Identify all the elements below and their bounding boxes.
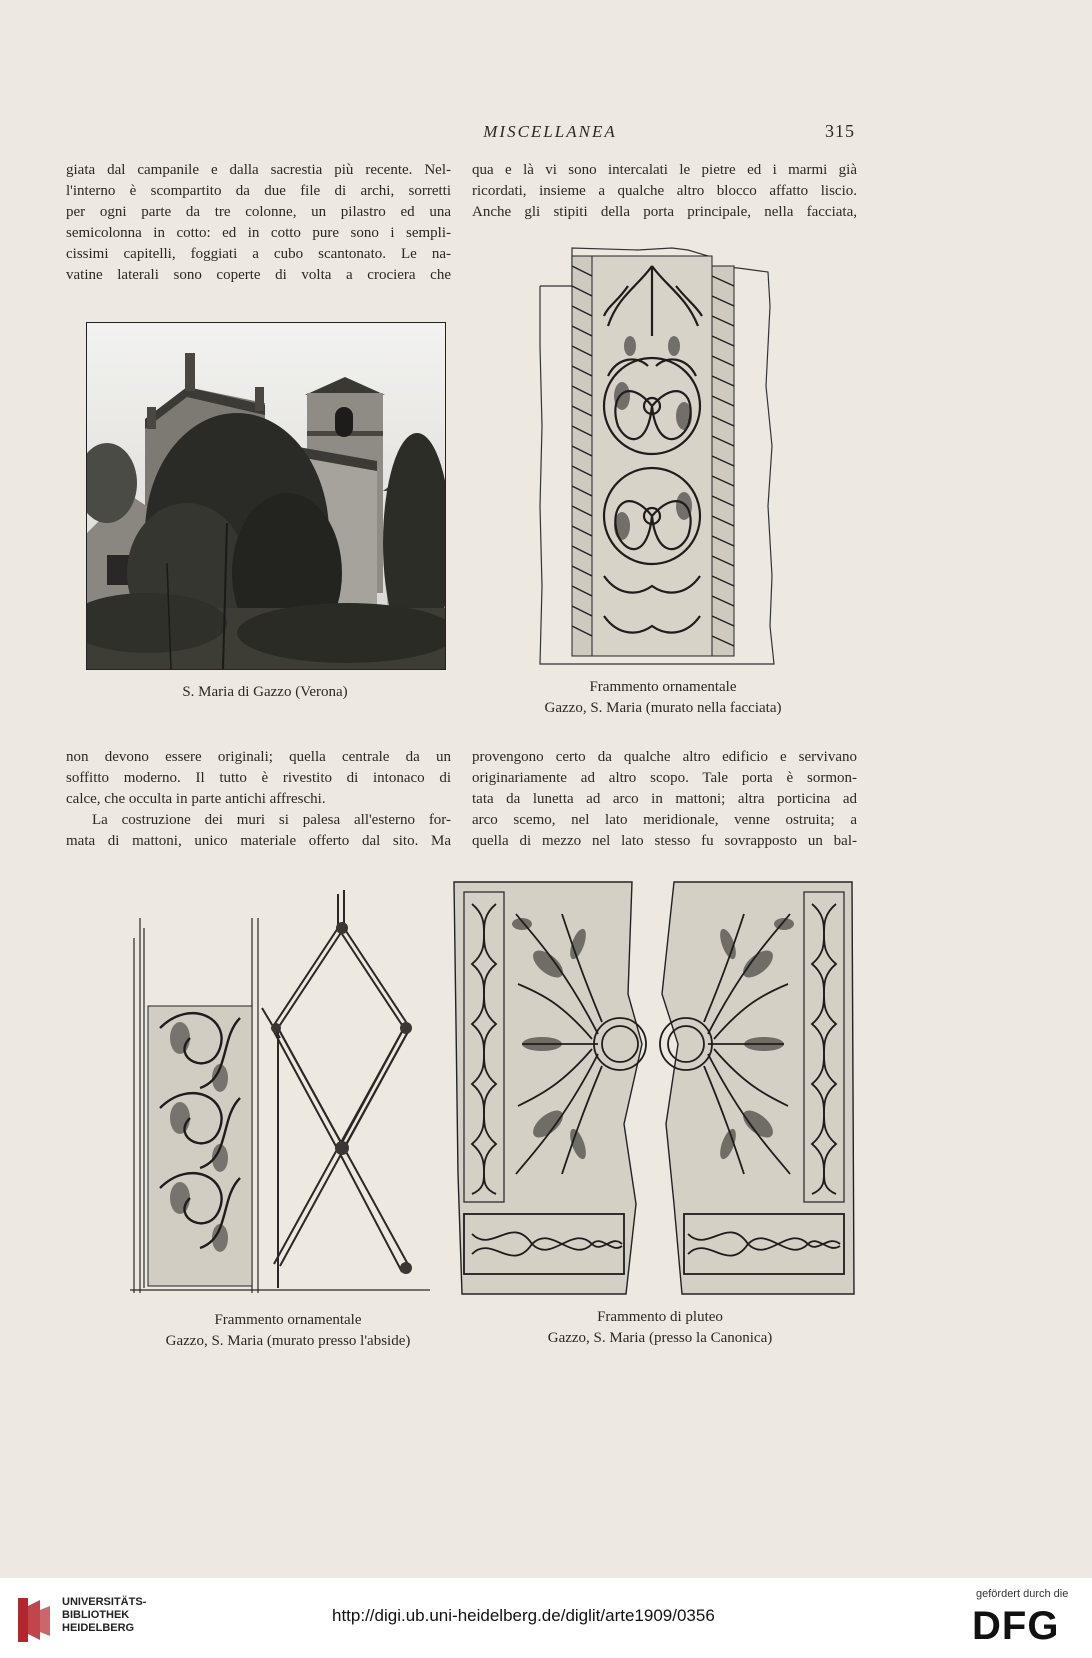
text-column-mid-right	[472, 747, 857, 852]
photo-caption: S. Maria di Gazzo (Verona)	[182, 684, 348, 700]
text-line: per ogni parte da tre colonne, un pilastro ed una	[66, 204, 451, 220]
text-line: vatine laterali sono coperte di volta a crociera che	[66, 267, 451, 283]
text-line: qua e là vi sono intercalati le pietre ed i marmi già	[472, 162, 857, 178]
text-line: giata dal campanile e dalla sacrestia più recente. Nel-	[66, 162, 451, 178]
caption-line: Gazzo, S. Maria (murato presso l'abside)	[165, 1333, 411, 1349]
text-column-mid-left	[66, 747, 451, 852]
fragment-drawing-facade	[538, 246, 788, 666]
text-line: La costruzione dei muri si palesa all'esterno for-	[92, 812, 451, 828]
text-line: l'interno è scompartito da due file di archi, sorretti	[66, 183, 451, 199]
university-library-logo-icon	[14, 1596, 54, 1649]
footer-bar	[0, 1578, 1092, 1658]
library-name-line: UNIVERSITÄTS-	[62, 1596, 147, 1608]
text-line: originariamente ad altro scopo. Tale porta è sormon-	[472, 770, 857, 786]
caption-line: Frammento ornamentale	[214, 1312, 362, 1328]
library-name-line: HEIDELBERG	[62, 1622, 135, 1634]
running-head-title: MISCELLANEA	[483, 122, 617, 141]
caption-line: Gazzo, S. Maria (murato nella facciata)	[544, 700, 782, 716]
fragment1-caption	[500, 677, 826, 719]
library-name-line: BIBLIOTHEK	[62, 1609, 130, 1621]
caption-line: Frammento ornamentale	[589, 679, 737, 695]
church-photo	[86, 322, 446, 670]
text-column-top-right	[472, 160, 857, 223]
funder-label: gefördert durch die	[976, 1588, 1069, 1600]
permalink-url[interactable]: http://digi.ub.uni-heidelberg.de/diglit/arte1909/0356	[332, 1606, 715, 1625]
text-line: soffitto moderno. Il tutto è rivestito di intonaco di	[66, 770, 451, 786]
text-line: calce, che occulta in parte antichi affreschi.	[66, 791, 326, 807]
text-line: quella di mezzo nel lato stesso fu sovrapposto un bal-	[472, 833, 857, 849]
text-column-top-left	[66, 160, 451, 286]
dfg-logo: DFG	[972, 1604, 1060, 1648]
text-line: arco scemo, nel lato meridionale, venne ostruita; a	[472, 812, 857, 828]
caption-line: Gazzo, S. Maria (presso la Canonica)	[547, 1330, 773, 1346]
text-line: tata da lunetta ad arco in mattoni; altra porticina ad	[472, 791, 857, 807]
pluteo-drawing	[452, 874, 856, 1296]
text-line: mata di mattoni, unico materiale offerto dal sito. Ma	[66, 833, 451, 849]
caption-line: Frammento di pluteo	[597, 1309, 723, 1325]
text-line: provengono certo da qualche altro edificio e servivano	[472, 749, 857, 765]
text-line: non devono essere originali; quella centrale da un	[66, 749, 451, 765]
fragment2-caption	[118, 1310, 458, 1352]
text-line: Anche gli stipiti della porta principale, nella facciata,	[472, 204, 857, 220]
page-number: 315	[825, 121, 855, 141]
text-line: ricordati, insieme a qualche altro blocco affatto liscio.	[472, 183, 857, 199]
fragment-drawing-apse	[130, 888, 440, 1293]
pluteo-caption	[490, 1307, 830, 1349]
text-line: semicolonna in cotto: ed in cotto pure sono i sempli-	[66, 225, 451, 241]
university-library-name	[62, 1596, 146, 1635]
text-line: cissimi capitelli, foggiati a cubo scantonato. Le na-	[66, 246, 451, 262]
